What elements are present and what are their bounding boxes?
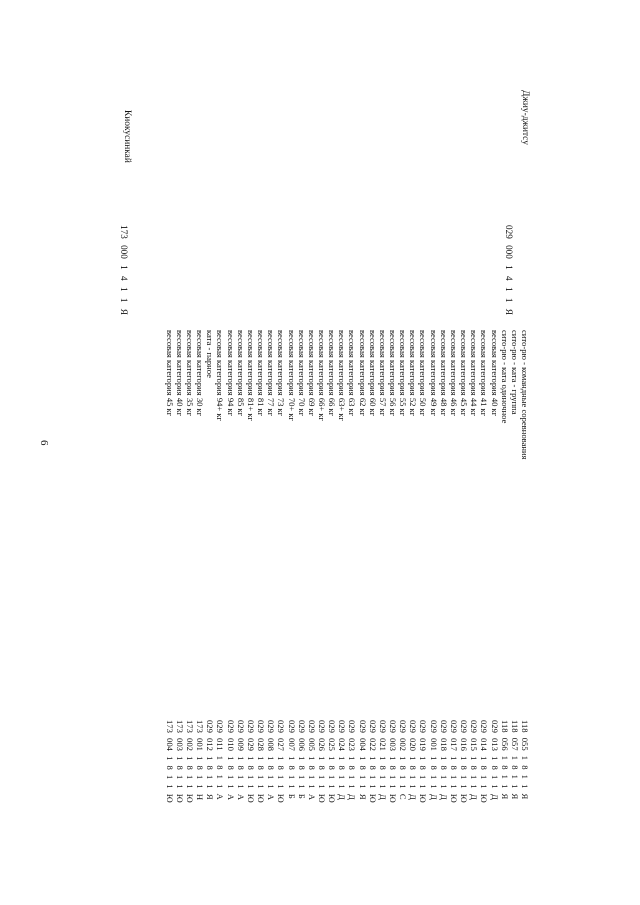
table-row [195, 0, 205, 905]
table-row [469, 0, 479, 905]
discipline-name: сито-рю - командные соревнования [520, 330, 530, 460]
table-row [500, 0, 510, 905]
discipline-code: 029 027 1 8 1 1 Ю [276, 720, 287, 803]
discipline-code: 118 055 1 8 1 1 Я [520, 720, 530, 800]
discipline-code: 173 004 1 8 1 1 Ю [164, 720, 175, 803]
table-row [358, 0, 368, 905]
discipline-name: весовая категория 40 кг [489, 330, 500, 417]
discipline-code: 029 018 1 8 1 1 Д [438, 720, 449, 800]
discipline-name: весовая категория 70+ кг [286, 330, 297, 422]
table-row [287, 0, 297, 905]
discipline-name: весовая категория 66+ кг [317, 330, 327, 422]
table-row [408, 0, 418, 905]
discipline-code: 029 024 1 8 1 1 Д [337, 720, 348, 800]
discipline-code: 029 010 1 8 1 1 А [225, 720, 236, 801]
table-row [378, 0, 388, 905]
discipline-name: весовая категория 48 кг [438, 330, 449, 417]
table-row [216, 0, 226, 905]
discipline-name: весовая категория 49 кг [428, 330, 439, 417]
table-row [510, 0, 520, 905]
discipline-code: 029 002 1 8 1 1 С [398, 720, 409, 800]
discipline-code: 029 009 1 8 1 1 А [235, 720, 246, 801]
discipline-code: 029 003 1 8 1 1 Ю [388, 720, 399, 803]
page-number: 6 [38, 440, 50, 446]
table-row [398, 0, 408, 905]
sport-code: 029 000 1 4 1 1 Я [504, 225, 514, 315]
discipline-name: весовая категория 69 кг [306, 330, 317, 417]
discipline-name: весовая категория 41 кг [479, 330, 490, 417]
discipline-code: 029 007 1 8 1 1 Б [286, 720, 297, 799]
discipline-code: 118 056 1 8 1 1 Я [499, 720, 510, 800]
table-row [256, 0, 266, 905]
discipline-code: 173 003 1 8 1 1 Ю [174, 720, 185, 803]
table-row [490, 0, 500, 905]
table-row [419, 0, 429, 905]
discipline-code: 029 020 1 8 1 1 Д [408, 720, 419, 800]
table-row [439, 0, 449, 905]
discipline-code: 029 004 1 8 1 1 Я [357, 720, 368, 800]
table-row [347, 0, 357, 905]
discipline-name: весовая категория 45 кг [459, 330, 470, 417]
discipline-name: весовая категория 52 кг [408, 330, 419, 417]
discipline-name: весовая категория 63 кг [347, 330, 358, 417]
discipline-name: весовая категория 44 кг [469, 330, 480, 417]
discipline-name: весовая категория 50 кг [418, 330, 429, 417]
table-row [205, 0, 215, 905]
discipline-code: 029 013 1 8 1 1 Д [489, 720, 500, 800]
table-row [449, 0, 459, 905]
discipline-name: сито-рю - ката - группа [509, 330, 520, 415]
discipline-name: весовая категория 70 кг [296, 330, 307, 417]
table-row [327, 0, 337, 905]
table-row [165, 0, 175, 905]
discipline-code: 029 029 1 8 1 1 Ю [245, 720, 256, 803]
discipline-name: весовая категория 73 кг [276, 330, 287, 417]
table-row [276, 0, 286, 905]
discipline-name: весовая категория 85 кг [235, 330, 246, 417]
discipline-code: 029 005 1 8 1 1 А [306, 720, 317, 801]
sport-name: Киокусинкай [122, 110, 132, 163]
discipline-name: весовая категория 40 кг [174, 330, 185, 417]
table-row [520, 0, 530, 905]
discipline-code: 029 016 1 8 1 1 Ю [459, 720, 470, 803]
discipline-name: весовая категория 56 кг [388, 330, 399, 417]
table-row [226, 0, 236, 905]
discipline-code: 029 015 1 8 1 1 Д [469, 720, 480, 800]
discipline-name: весовая категория 46 кг [448, 330, 459, 417]
table-row [246, 0, 256, 905]
discipline-code: 029 001 1 8 1 1 Д [428, 720, 439, 800]
discipline-code: 029 023 1 8 1 1 Д [347, 720, 358, 800]
discipline-name: ката - парное [205, 330, 216, 378]
discipline-code: 029 006 1 8 1 1 Б [296, 720, 307, 799]
discipline-name: весовая категория 60 кг [367, 330, 378, 417]
discipline-name: весовая категория 94+ кг [215, 330, 226, 422]
discipline-name: весовая категория 81+ кг [245, 330, 256, 422]
discipline-name: весовая категория 63+ кг [337, 330, 348, 422]
discipline-name: весовая категория 35 кг [185, 330, 196, 417]
sport-code: 173 000 1 4 1 1 Я [119, 225, 129, 315]
table-row [175, 0, 185, 905]
table-row [459, 0, 469, 905]
discipline-code: 029 028 1 8 1 1 Ю [256, 720, 267, 803]
discipline-code: 029 014 1 8 1 1 Ю [479, 720, 490, 803]
table-row [317, 0, 327, 905]
table-row [297, 0, 307, 905]
discipline-name: весовая категория 57 кг [377, 330, 388, 417]
table-row [337, 0, 347, 905]
discipline-name: весовая категория 45 кг [164, 330, 175, 417]
table-row [429, 0, 439, 905]
discipline-name: весовая категория 81 кг [256, 330, 267, 417]
table-row [236, 0, 246, 905]
table-row [368, 0, 378, 905]
table-row [307, 0, 317, 905]
discipline-code: 029 021 1 8 1 1 Д [377, 720, 388, 800]
table-row [388, 0, 398, 905]
discipline-code: 029 022 1 8 1 1 Ю [367, 720, 378, 803]
discipline-name: весовая категория 66 кг [327, 330, 338, 417]
discipline-code: 118 057 1 8 1 1 Я [509, 720, 520, 800]
discipline-name: весовая категория 77 кг [266, 330, 277, 417]
discipline-code: 029 012 1 8 1 1 Я [205, 720, 216, 800]
discipline-name: весовая категория 55 кг [398, 330, 409, 417]
table-row [185, 0, 195, 905]
discipline-code: 029 017 1 8 1 1 Ю [448, 720, 459, 803]
discipline-code: 173 002 1 8 1 1 Ю [185, 720, 196, 803]
discipline-code: 029 008 1 8 1 1 А [266, 720, 277, 801]
discipline-code: 029 019 1 8 1 1 Ю [418, 720, 429, 803]
discipline-code: 173 001 1 8 1 1 Н [195, 720, 206, 801]
discipline-code: 029 025 1 8 1 1 Ю [327, 720, 338, 803]
discipline-name: весовая категория 94 кг [225, 330, 236, 417]
table-row [266, 0, 276, 905]
discipline-name: сито-рю - ката одиночное [499, 330, 510, 424]
discipline-code: 029 026 1 8 1 1 Ю [317, 720, 327, 803]
discipline-name: весовая категория 62 кг [357, 330, 368, 417]
discipline-code: 029 011 1 8 1 1 А [215, 720, 226, 800]
table-row [479, 0, 489, 905]
sport-name: Джиу-джитсу [520, 90, 530, 145]
discipline-name: весовая категория 30 кг [195, 330, 206, 417]
